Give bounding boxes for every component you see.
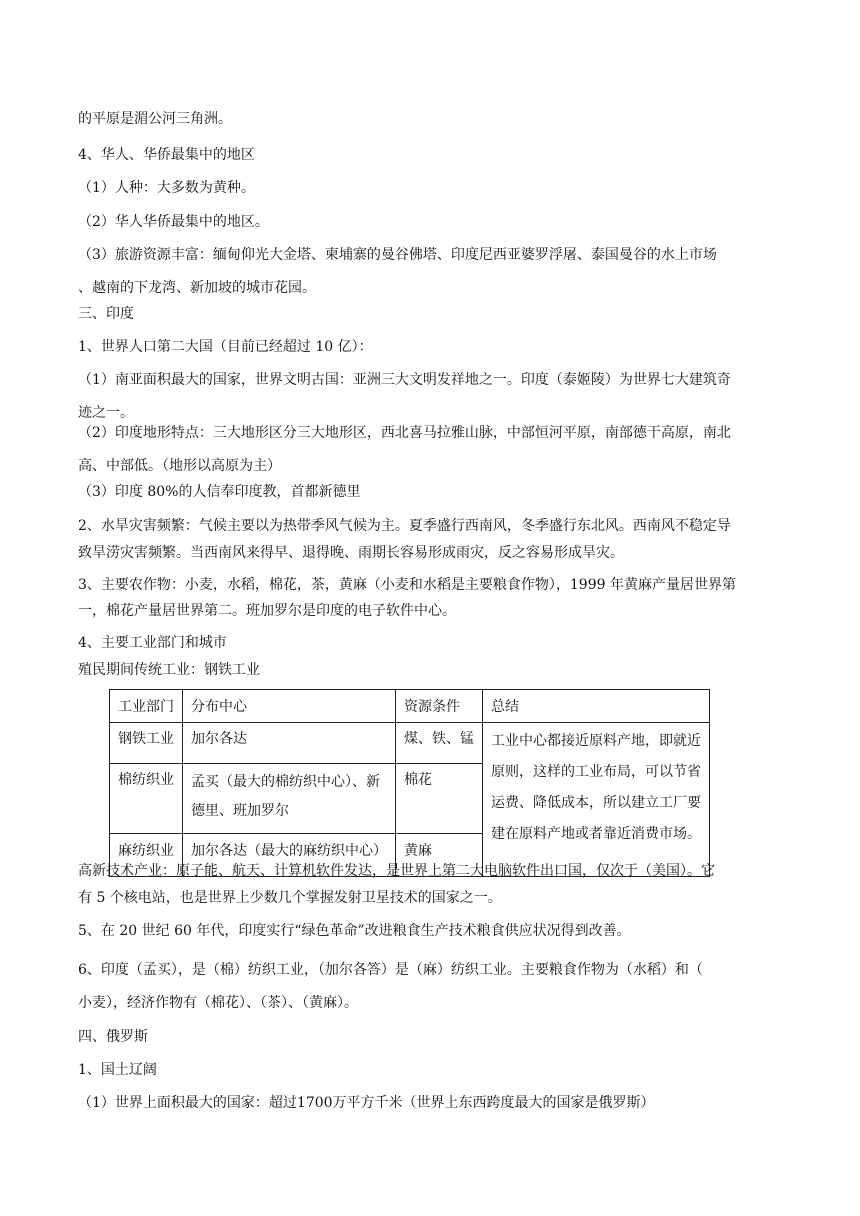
text-line: 高、中部低。（地形以高原为主） xyxy=(78,458,281,474)
table-cell: 棉纺织业 xyxy=(110,764,183,834)
summary-line: 运费、降低成本，所以建立工厂要 xyxy=(491,795,701,811)
table-cell: 加尔各达（最大的麻纺织中心） xyxy=(183,834,396,877)
text-line: 的平原是湄公河三角洲。 xyxy=(78,111,232,127)
section-heading: 1、世界人口第二大国（目前已经超过 10 亿）： xyxy=(78,339,373,355)
text-line: （1）世界上面积最大的国家：超过1700万平方千米（世界上东西跨度最大的国家是俄罗斯） xyxy=(78,1095,655,1111)
text-line: 殖民期间传统工业：钢铁工业 xyxy=(78,662,260,678)
table-header-cell: 资源条件 xyxy=(396,690,483,723)
section-heading: 4、华人、华侨最集中的地区 xyxy=(78,147,255,163)
table-cell xyxy=(183,764,396,834)
text-line: 一，棉花产量居世界第二。班加罗尔是印度的电子软件中心。 xyxy=(78,603,456,619)
table-header-cell: 总结 xyxy=(483,690,710,723)
text-line: （2）华人华侨最集中的地区。 xyxy=(78,214,269,230)
text-line: 致旱涝灾害频繁。当西南风来得早、退得晚、雨期长容易形成雨灾，反之容易形成旱灾。 xyxy=(78,545,624,561)
table-cell: 煤、铁、锰 xyxy=(396,723,483,764)
table-header-row xyxy=(110,690,710,723)
industry-table xyxy=(109,689,710,877)
text-line: （1）南亚面积最大的国家，世界文明古国：亚洲三大文明发祥地之一。印度（泰姬陵）为世界七大建筑奇 xyxy=(78,372,731,388)
text-line: 迹之一。 xyxy=(78,405,134,421)
table-summary-cell xyxy=(483,723,710,877)
text-line: （3）印度 80%的人信奉印度教，首都新德里 xyxy=(78,484,361,500)
text-line: （2）印度地形特点：三大地形区分三大地形区，西北喜马拉雅山脉，中部恒河平原，南部德干高原，南北 xyxy=(78,425,731,441)
table-cell: 加尔各达 xyxy=(183,723,396,764)
section-heading: 5、在 20 世纪 60 年代，印度实行“绿色革命”改进粮食生产技术粮食供应状况得到改善。 xyxy=(78,923,631,939)
text-line: 高新技术产业：原子能、航天、计算机软件发达，是世界上第二大电脑软件出口国，仅次于（美国）。它 xyxy=(78,863,715,879)
section-heading: 4、主要工业部门和城市 xyxy=(78,635,227,651)
table-header-cell: 分布中心 xyxy=(183,690,396,723)
summary-line: 工业中心都接近原料产地，即就近 xyxy=(491,733,701,749)
cell-line: 德里、班加罗尔 xyxy=(191,803,289,819)
table-cell: 棉花 xyxy=(396,764,483,834)
text-line: （1）人种：大多数为黄种。 xyxy=(78,180,255,196)
chapter-heading: 三、印度 xyxy=(78,306,134,322)
text-line: （3）旅游资源丰富：缅甸仰光大金塔、柬埔寨的曼谷佛塔、印度尼西亚婆罗浮屠、泰国曼谷的水上市场 xyxy=(78,247,717,263)
table-header-cell: 工业部门 xyxy=(110,690,183,723)
table-row xyxy=(110,723,710,764)
section-heading: 1、国土辽阔 xyxy=(78,1062,157,1078)
table-cell: 麻纺织业 xyxy=(110,834,183,877)
cell-line: 孟买（最大的棉纺织中心）、新 xyxy=(191,774,380,790)
chapter-heading: 四、俄罗斯 xyxy=(78,1029,148,1045)
section-heading: 2、水旱灾害频繁：气候主要以为热带季风气候为主。夏季盛行西南风，冬季盛行东北风。西南风不稳定导 xyxy=(78,518,731,534)
summary-line: 原则，这样的工业布局，可以节省 xyxy=(491,764,701,780)
text-line: 、越南的下龙湾、新加坡的城市花园。 xyxy=(78,280,316,296)
table-cell: 黄麻 xyxy=(396,834,483,877)
section-heading: 3、主要农作物：小麦，水稻，棉花，茶，黄麻（小麦和水稻是主要粮食作物），1999 年黄麻产量居世界第 xyxy=(78,577,736,593)
text-line: 有 5 个核电站，也是世界上少数几个掌握发射卫星技术的国家之一。 xyxy=(78,890,502,906)
table-cell: 钢铁工业 xyxy=(110,723,183,764)
summary-line: 建在原料产地或者靠近消费市场。 xyxy=(491,826,701,842)
section-heading: 6、印度（孟买），是（棉）纺织工业，（加尔各答）是（麻）纺织工业。主要粮食作物为（水稻）和（ xyxy=(78,962,703,978)
text-line: 小麦），经济作物有（棉花）、（茶）、（黄麻）。 xyxy=(78,995,358,1011)
